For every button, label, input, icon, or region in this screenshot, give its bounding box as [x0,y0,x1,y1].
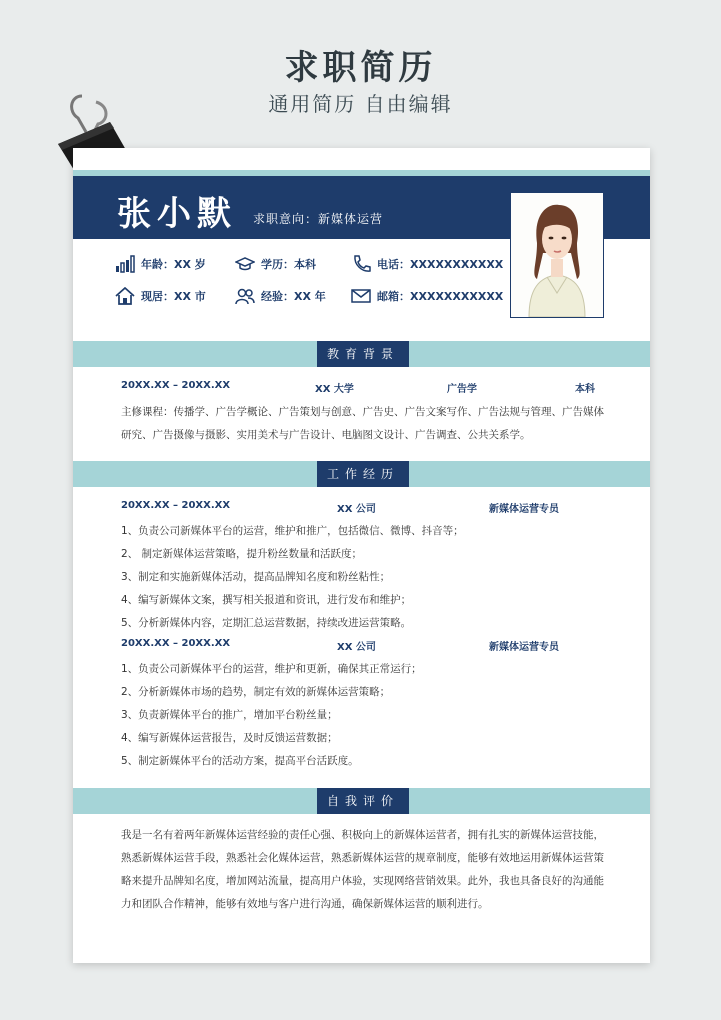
banner-title: 求职简历 [284,48,437,88]
education-major: 广告学 [447,384,477,395]
job2-position: 新媒体运营专员 [489,642,559,653]
self-line-4: 力和团队合作精神，能够有效地与客户进行沟通，确保新媒体运营的顺利进行。 [121,898,489,910]
job1-position: 新媒体运营专员 [489,504,559,515]
job1-duty-5: 5、分析新媒体内容，定期汇总运营数据，持续改进运营策略。 [121,617,412,629]
job1-duty-4: 4、编写新媒体文案，撰写相关报道和资讯，进行发布和维护； [121,594,412,606]
job1-duty-2: 2、 制定新媒体运营策略，提升粉丝数量和活跃度； [121,548,363,560]
education-degree: 本科 [575,384,595,395]
envelope-icon [351,287,371,305]
banner-subtitle: 通用简历 自由编辑 [268,92,453,116]
profile-photo [510,192,604,318]
work-section-header [73,461,650,487]
self-line-3: 略来提升品牌知名度，增加网站流量，提高用户体验，实现网络营销效果。此外，我也具备良好的沟通能 [121,875,604,887]
job1-duty-3: 3、制定和实施新媒体活动，提高品牌知名度和粉丝粘性； [121,571,391,583]
education-section-title: 教育背景 [317,341,409,367]
info-residence-text: 现居：XX 市 [141,290,206,303]
info-education [235,254,316,274]
self-line-2: 熟悉新媒体运营手段，熟悉社会化媒体运营，熟悉新媒体运营的规章制度，能够有效地运用新媒体运营策 [121,852,604,864]
job1-company: XX 公司 [337,504,376,515]
phone-icon [351,255,371,273]
home-icon [115,287,135,305]
info-email-text: 邮箱：XXXXXXXXXXX [377,290,504,303]
job2-duty-1: 1、负责公司新媒体平台的运营，维护和更新，确保其正常运行； [121,663,422,675]
self-section-title: 自我评价 [317,788,409,814]
graduation-cap-icon [235,255,255,273]
education-courses-line2: 研究、广告摄像与摄影、实用美术与广告设计、电脑图文设计、广告调查、公共关系学。 [121,429,531,441]
info-phone [351,254,503,274]
education-period: 20XX.XX – 20XX.XX [121,380,231,391]
self-section-header [73,788,650,814]
self-line-1: 我是一名有着两年新媒体运营经验的责任心强、积极向上的新媒体运营者，拥有扎实的新媒体运营技能， [121,829,604,841]
job-intent: 求职意向：新媒体运营 [253,212,384,226]
info-experience-text: 经验：XX 年 [261,290,326,303]
job2-company: XX 公司 [337,642,376,653]
info-age-text: 年龄：XX 岁 [141,258,206,271]
info-email [351,286,503,306]
job2-duty-3: 3、负责新媒体平台的推广，增加平台粉丝量； [121,709,338,721]
info-phone-text: 电话：XXXXXXXXXXX [377,258,504,271]
job1-period: 20XX.XX – 20XX.XX [121,500,231,511]
job1-duty-1: 1、负责公司新媒体平台的运营，维护和推广，包括微信、微博、抖音等； [121,525,464,537]
info-education-text: 学历：本科 [261,258,316,271]
candidate-name: 张小默 [117,194,237,234]
job2-period: 20XX.XX – 20XX.XX [121,638,231,649]
education-school: XX 大学 [315,384,354,395]
work-section-title: 工作经历 [317,461,409,487]
job2-duty-4: 4、编写新媒体运营报告，及时反馈运营数据； [121,732,338,744]
info-age [115,254,206,274]
resume-paper [73,148,650,963]
info-experience [235,286,326,306]
users-icon [235,287,255,305]
job2-duty-2: 2、分析新媒体市场的趋势，制定有效的新媒体运营策略； [121,686,391,698]
education-section-header [73,341,650,367]
bar-chart-icon [115,255,135,273]
education-courses-line1: 主修课程：传播学、广告学概论、广告策划与创意、广告史、广告文案写作、广告法规与管理、广告媒体 [121,406,604,418]
job2-duty-5: 5、制定新媒体平台的活动方案，提高平台活跃度。 [121,755,359,767]
info-residence [115,286,206,306]
